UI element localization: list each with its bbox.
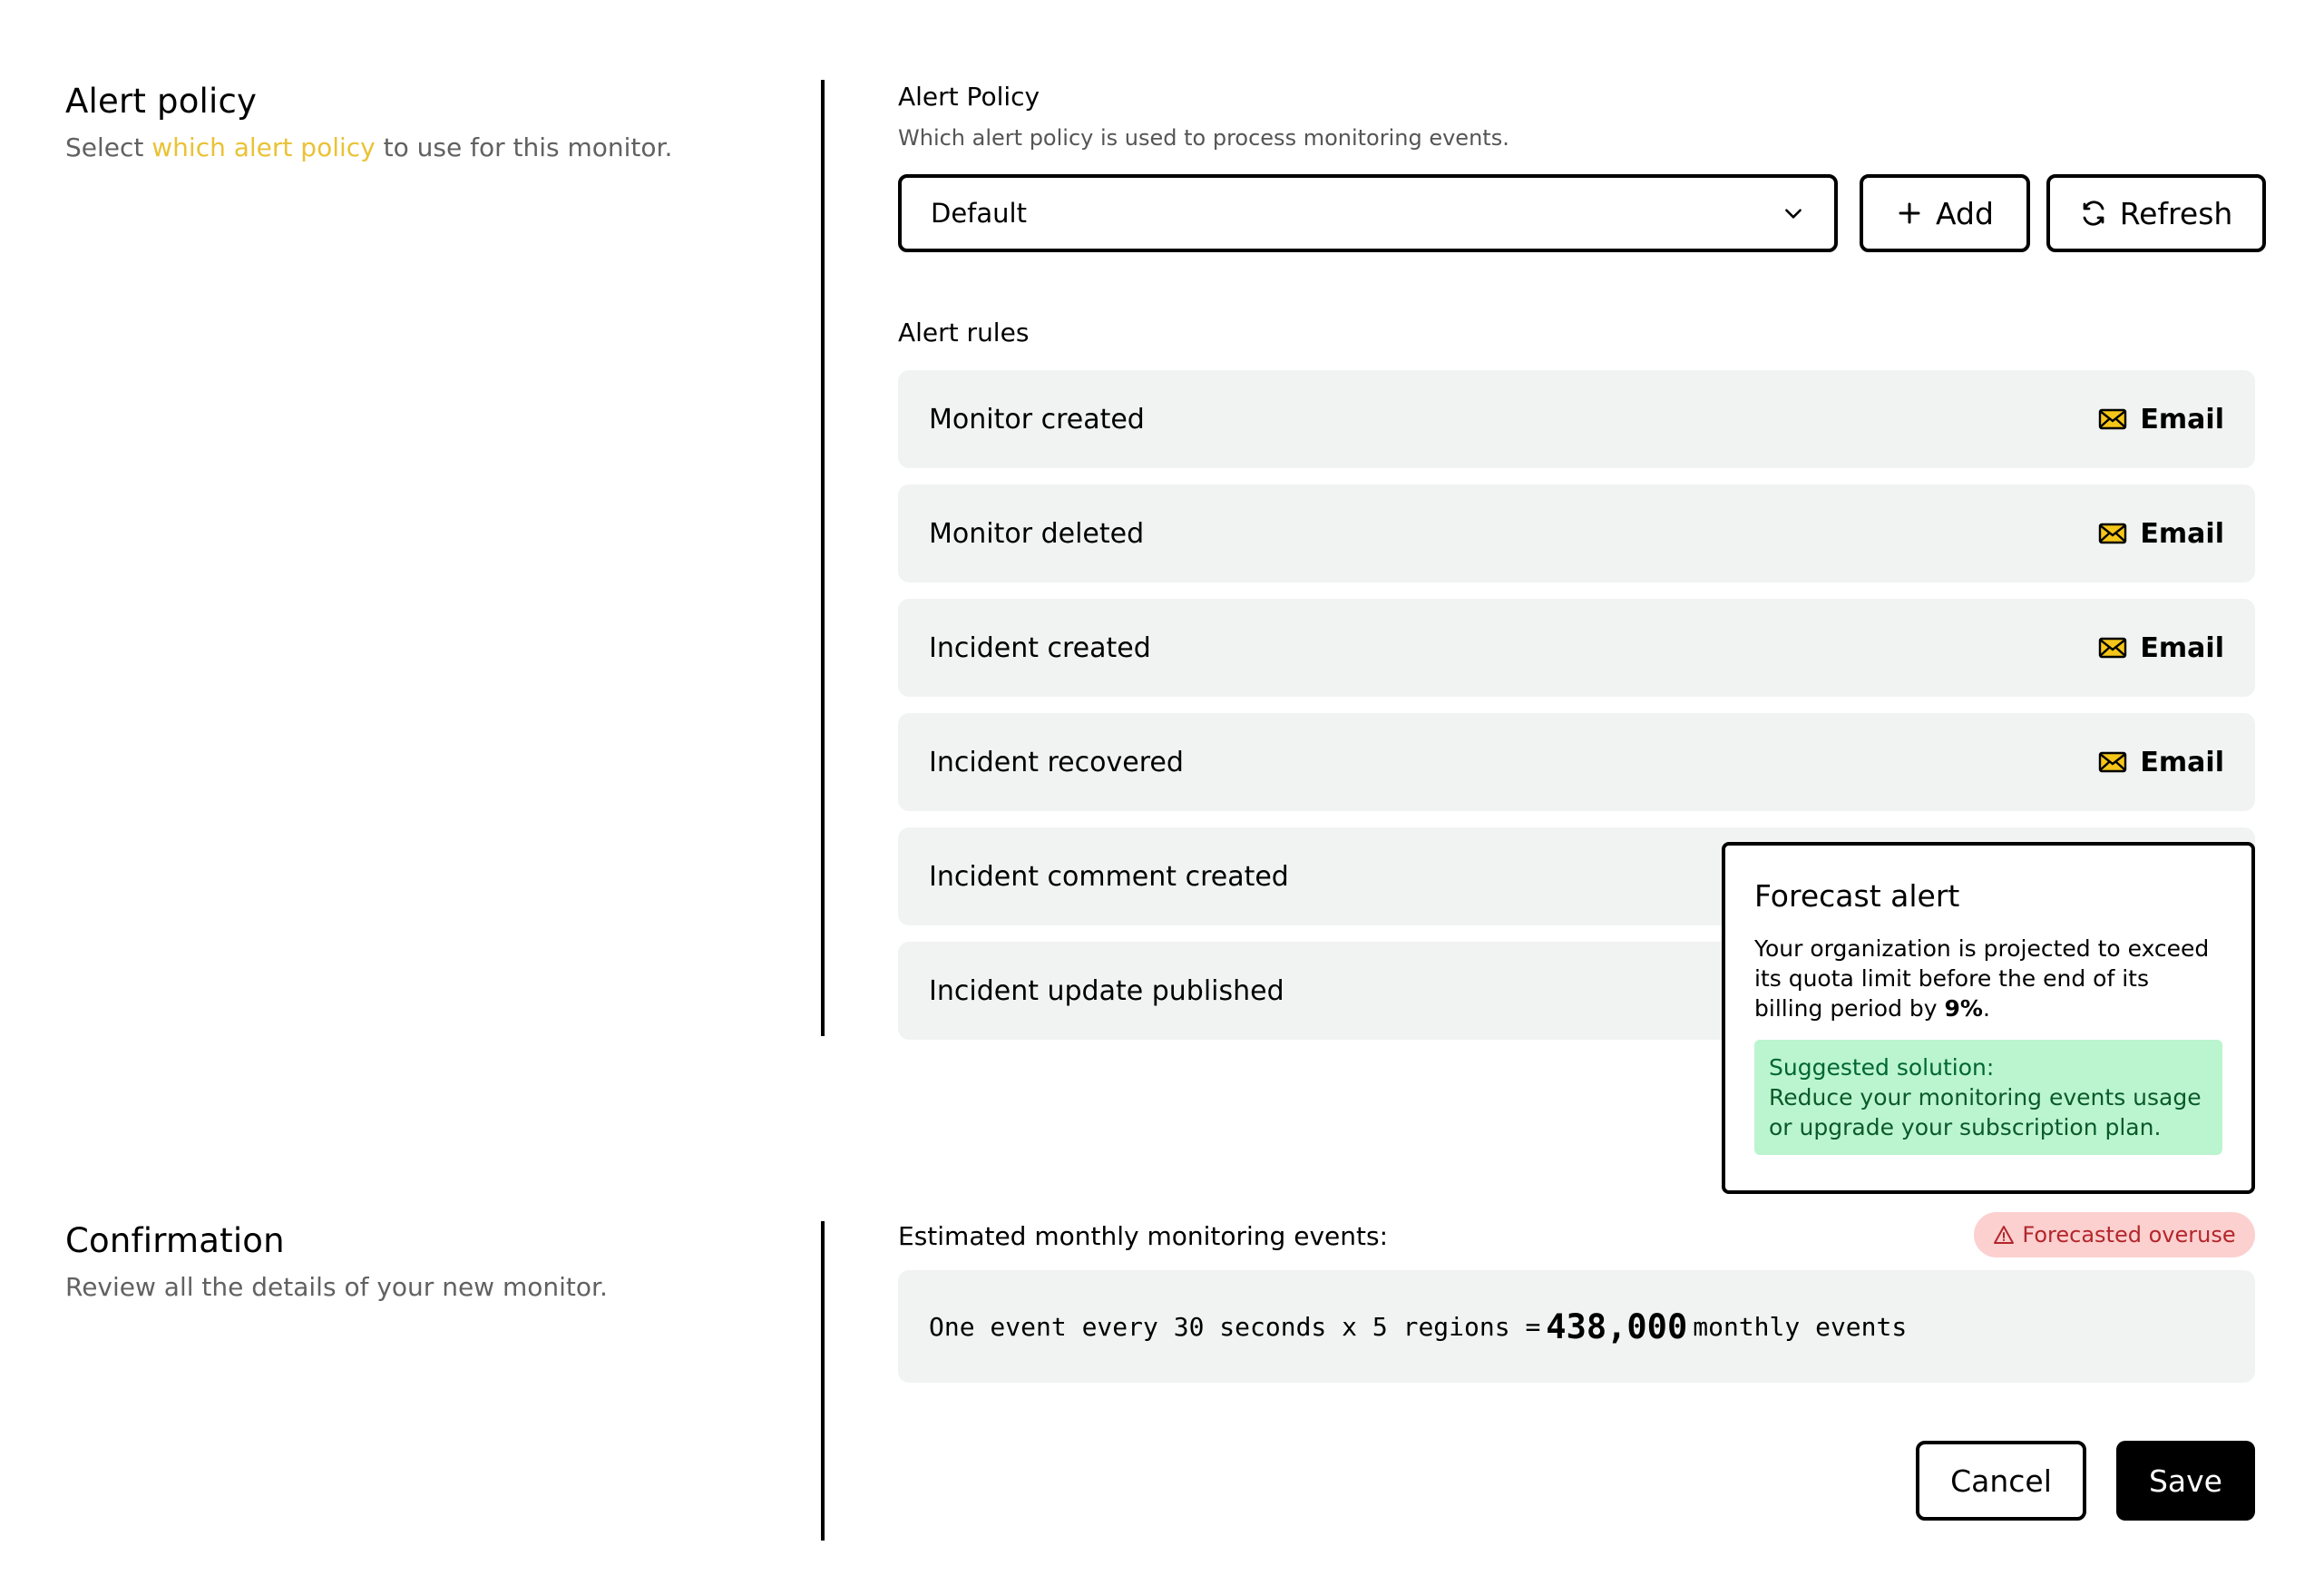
confirmation-heading: Confirmation	[65, 1221, 285, 1260]
alert-rule-row	[898, 370, 2255, 468]
forecast-alert-body	[1754, 934, 2222, 1023]
alert-rule-channel	[2098, 404, 2224, 435]
refresh-icon	[2080, 200, 2107, 227]
estimate-formula: One event every 30 seconds x 5 regions =	[929, 1311, 1541, 1342]
save-button[interactable]: Save	[2116, 1441, 2255, 1521]
alert-policy-doc-link[interactable]: which alert policy	[151, 132, 376, 162]
alert-rule-channel-label: Email	[2140, 631, 2224, 664]
forecast-alert-percent: 9%	[1944, 995, 1983, 1022]
warning-icon	[1993, 1224, 2015, 1246]
alert-policy-select[interactable]	[898, 174, 1838, 252]
alert-rule-channel	[2098, 632, 2224, 664]
alert-rule-channel	[2098, 747, 2224, 778]
section-divider	[821, 1221, 825, 1541]
estimate-box	[898, 1270, 2255, 1383]
alert-rule-channel	[2098, 518, 2224, 550]
alert-rule-label: Monitor deleted	[929, 517, 1145, 550]
alert-rule-label: Monitor created	[929, 403, 1145, 435]
suggested-solution-text: Reduce your monitoring events usage or upgrade your subscription plan.	[1769, 1084, 2202, 1140]
alert-policy-desc-prefix: Select	[65, 132, 152, 162]
forecast-alert-title: Forecast alert	[1754, 878, 1960, 914]
alert-rule-channel-label: Email	[2140, 746, 2224, 778]
alert-policy-help: Which alert policy is used to process monitoring events.	[898, 125, 1509, 151]
alert-rule-label: Incident comment created	[929, 860, 1289, 893]
add-policy-button[interactable]	[1860, 174, 2030, 252]
overuse-badge-label: Forecasted overuse	[2022, 1222, 2236, 1247]
confirmation-description: Review all the details of your new monitor.	[65, 1272, 608, 1302]
alert-rule-label: Incident created	[929, 631, 1151, 664]
alert-policy-select-value: Default	[931, 198, 1027, 229]
alert-rule-row	[898, 484, 2255, 582]
envelope-icon	[2098, 408, 2127, 430]
alert-rule-row	[898, 713, 2255, 811]
cancel-button[interactable]: Cancel	[1916, 1441, 2086, 1521]
alert-rule-channel-label: Email	[2140, 517, 2224, 550]
alert-rule-row	[898, 599, 2255, 697]
suggested-solution-box	[1754, 1040, 2222, 1155]
add-policy-label: Add	[1936, 195, 1994, 231]
estimate-suffix: monthly events	[1693, 1311, 1908, 1342]
chevron-down-icon	[1782, 201, 1805, 225]
alert-rule-channel-label: Email	[2140, 403, 2224, 435]
overuse-badge	[1974, 1212, 2255, 1257]
alert-policy-description	[65, 132, 672, 162]
envelope-icon	[2098, 523, 2127, 544]
alert-policy-label: Alert Policy	[898, 82, 1040, 112]
estimate-label: Estimated monthly monitoring events:	[898, 1221, 1388, 1251]
alert-policy-desc-suffix: to use for this monitor.	[375, 132, 673, 162]
section-divider	[821, 80, 825, 1036]
envelope-icon	[2098, 751, 2127, 773]
refresh-policies-button[interactable]	[2046, 174, 2266, 252]
refresh-policies-label: Refresh	[2119, 195, 2233, 231]
plus-icon	[1896, 200, 1923, 227]
forecast-alert-text-end: .	[1982, 995, 1990, 1022]
envelope-icon	[2098, 637, 2127, 659]
suggested-solution-title: Suggested solution:	[1769, 1054, 1995, 1081]
forecast-alert-text: Your organization is projected to exceed its quota limit before the end of its billing period by	[1754, 935, 2210, 1022]
alert-rules-title: Alert rules	[898, 318, 1030, 347]
alert-rule-label: Incident update published	[929, 974, 1284, 1007]
forecast-alert-tooltip	[1722, 842, 2255, 1194]
alert-policy-heading: Alert policy	[65, 82, 258, 121]
estimate-value: 438,000	[1546, 1306, 1688, 1346]
alert-rule-label: Incident recovered	[929, 746, 1184, 778]
